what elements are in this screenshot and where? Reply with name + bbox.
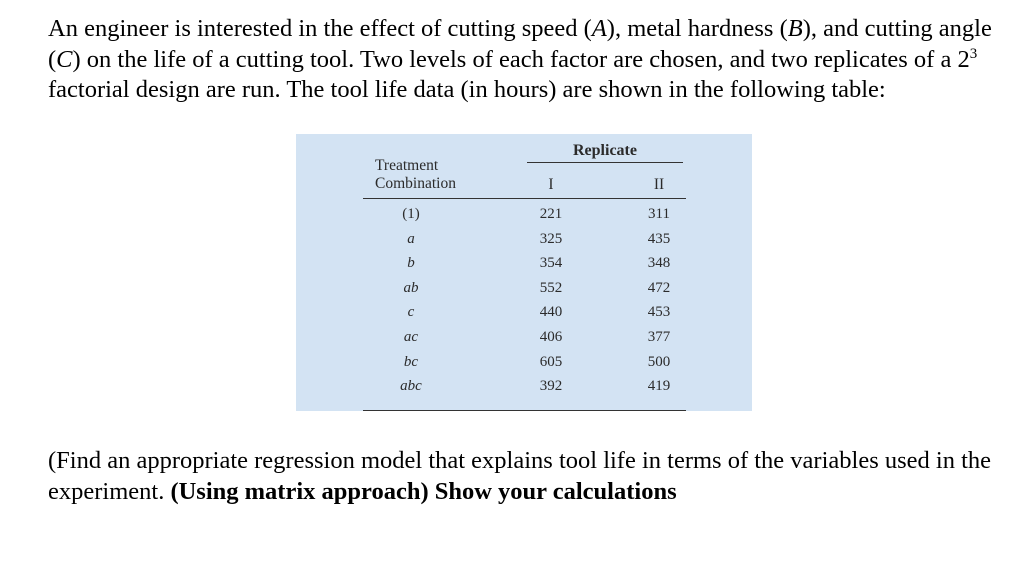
replicate-ii-value: 377 (647, 328, 671, 345)
treatment-combination: abc (400, 378, 422, 395)
replicate-header: Replicate (573, 142, 637, 159)
replicate-i-value: 605 (539, 353, 563, 370)
treatment-combination-header (375, 157, 456, 193)
treatment-combination: ac (403, 328, 419, 345)
factor-b-symbol: B (787, 15, 803, 42)
treatment-header: Treatment (375, 157, 439, 174)
replicate-i-value: 552 (539, 279, 563, 296)
problem-statement (48, 14, 998, 106)
factor-a-symbol: A (591, 15, 607, 42)
replicate-i-value: 406 (539, 328, 563, 345)
replicate-i-value: 221 (539, 206, 563, 222)
table-row (363, 276, 686, 301)
replicate-ii-value: 472 (647, 279, 671, 296)
replicate-ii-value: 311 (648, 206, 670, 222)
combination-header: Combination (375, 175, 456, 192)
replicate-i-value: 440 (539, 304, 563, 321)
treatment-combination: bc (403, 353, 419, 370)
treatment-combination: b (407, 255, 415, 272)
treatment-combination: (1) (402, 206, 420, 222)
intro-text-1: An engineer is interested in the effect of cutting speed ( (48, 15, 592, 42)
replicate-ii-value: 435 (647, 230, 671, 247)
treatment-combination: a (407, 230, 415, 247)
replicate-i-value: 325 (539, 230, 563, 247)
table-row (363, 325, 686, 350)
treatment-combination: c (407, 304, 415, 321)
replicate-ii-header: II (653, 176, 665, 193)
replicate-rule (527, 162, 683, 163)
intro-text-3: ), and cutting angle ( (48, 15, 992, 73)
question-text (48, 446, 1008, 507)
replicate-i-value: 354 (539, 255, 563, 272)
replicate-i-header: I (548, 176, 554, 193)
design-exponent: 3 (969, 45, 978, 62)
table-body (363, 202, 686, 399)
table-row (363, 227, 686, 252)
question-bold: (Using matrix approach) Show your calculations (170, 477, 677, 505)
intro-text-2: ), metal hardness ( (606, 15, 788, 42)
replicate-ii-value: 348 (647, 255, 671, 272)
replicate-i-value: 392 (539, 378, 563, 395)
intro-text-4: ) on the life of a cutting tool. Two levels of each factor are chosen, and two replicates of a 2 (72, 45, 970, 73)
replicate-ii-value: 419 (647, 378, 671, 395)
data-table-panel (296, 134, 752, 411)
table-row (363, 300, 686, 325)
table-row (363, 202, 686, 227)
header-rule (363, 198, 686, 199)
treatment-combination: ab (403, 279, 419, 296)
table-row (363, 374, 686, 399)
table-row (363, 251, 686, 276)
replicate-ii-value: 453 (647, 304, 671, 321)
table-row (363, 350, 686, 375)
question-plain: (Find an appropriate regression model that explains tool life in terms of the variables used in the experiment. (48, 447, 991, 505)
replicate-ii-value: 500 (647, 353, 671, 370)
bottom-rule (363, 410, 686, 411)
intro-text-5: factorial design are run. The tool life data (in hours) are shown in the following table: (48, 76, 886, 103)
factor-c-symbol: C (56, 45, 73, 73)
